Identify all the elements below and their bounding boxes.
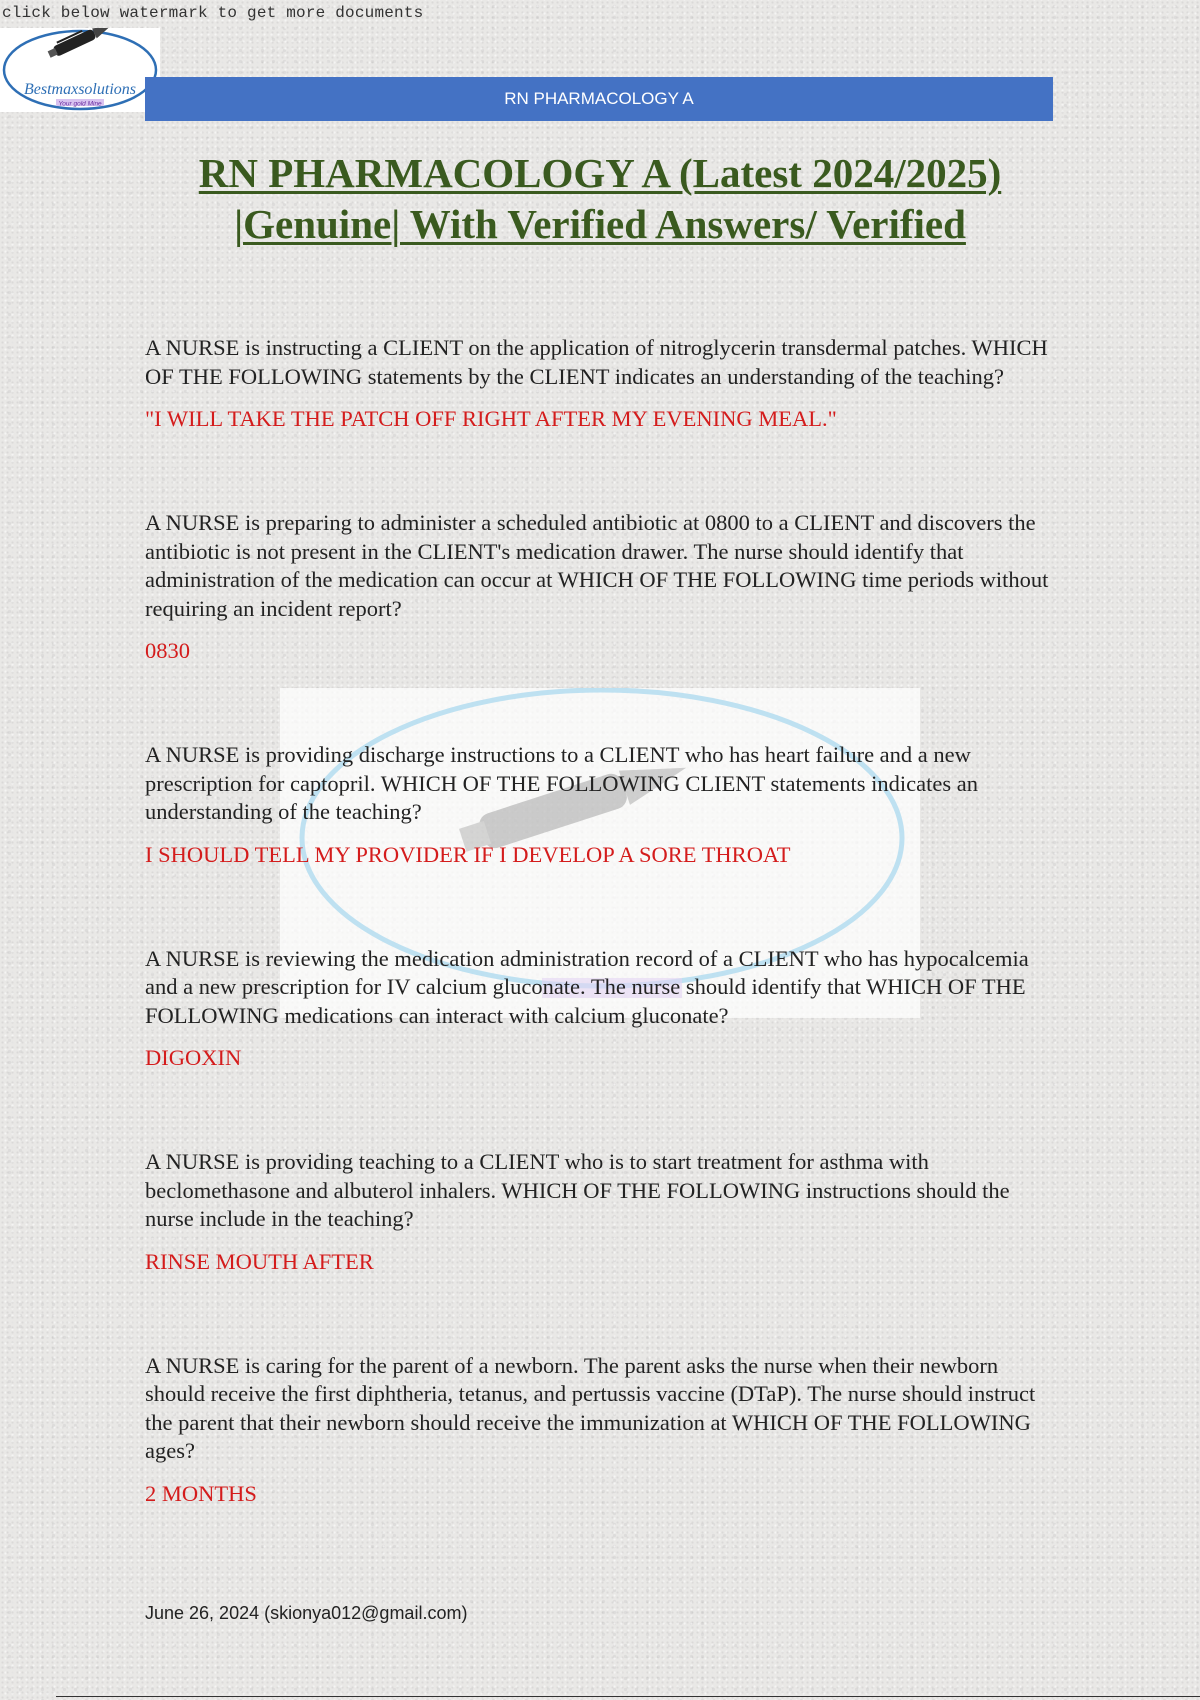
footer-date-email: June 26, 2024 (skionya012@gmail.com) [145,1603,468,1623]
qa-item [145,945,1060,1073]
watermark-link-note: click below watermark to get more documents [2,4,424,22]
qa-item [145,509,1060,665]
brand-logo[interactable] [0,28,160,112]
footer-divider [56,1696,1200,1697]
answer-text: I SHOULD TELL MY PROVIDER IF I DEVELOP A SORE THROAT [145,841,791,867]
answer-text: DIGOXIN [145,1045,242,1070]
document-title [130,148,1070,250]
answer-text: 0830 [145,638,190,663]
qa-item [145,741,1060,869]
answer-text: RINSE MOUTH AFTER [145,1248,374,1274]
qa-item [145,334,1060,433]
title-line-2: |Genuine| With Verified Answers/ Verified [234,201,966,247]
question-text: A NURSE is instructing a CLIENT on the application of nitroglycerin transdermal patches. WHICH OF THE FOLLOWING statements by the CLIENT indicates an understanding of the teaching? [145,335,1048,389]
title-line-1: RN PHARMACOLOGY A (Latest 2024/2025) [198,150,1002,196]
question-text: A NURSE is caring for the parent of a newborn. The parent asks the nurse when their newborn should receive the first diphtheria, tetanus, and pertussis vaccine (DTaP). The nurse should instruct the parent that their newborn should receive the immunization at WHICH OF THE FOLLOWING ages? [145,1352,1036,1463]
qa-list [145,334,1060,1508]
logo-tagline: Your gold Mine [58,100,102,108]
question-text: A NURSE is preparing to administer a scheduled antibiotic at 0800 to a CLIENT and discovers the antibiotic is not present in the CLIENT's medication drawer. The nurse should identify that administration of the medication can occur at WHICH OF THE FOLLOWING time periods without requiring an incident report? [145,510,1049,621]
answer-text: 2 MONTHS [145,1480,257,1506]
question-text: A NURSE is providing teaching to a CLIENT who is to start treatment for asthma with beclomethasone and albuterol inhalers. WHICH OF THE FOLLOWING instructions should the nurse include in the teaching? [145,1149,1010,1231]
qa-item [145,1148,1060,1276]
pen-logo-icon [0,28,160,112]
logo-text: Bestmaxsolutions [24,81,136,98]
header-bar-label: RN PHARMACOLOGY A [504,89,694,108]
qa-item [145,1352,1060,1508]
header-bar [145,77,1053,121]
question-text: A NURSE is reviewing the medication administration record of a CLIENT who has hypocalcemia and a new prescription for IV calcium gluconate. The nurse should identify that WHICH OF THE FOLLOWING medications can interact with calcium gluconate? [145,945,1029,1028]
answer-text: "I WILL TAKE THE PATCH OFF RIGHT AFTER MY EVENING MEAL." [145,406,837,431]
question-text: A NURSE is providing discharge instructions to a CLIENT who has heart failure and a new prescription for captopril. WHICH OF THE FOLLOWING CLIENT statements indicates an understanding of the teaching? [145,742,978,824]
